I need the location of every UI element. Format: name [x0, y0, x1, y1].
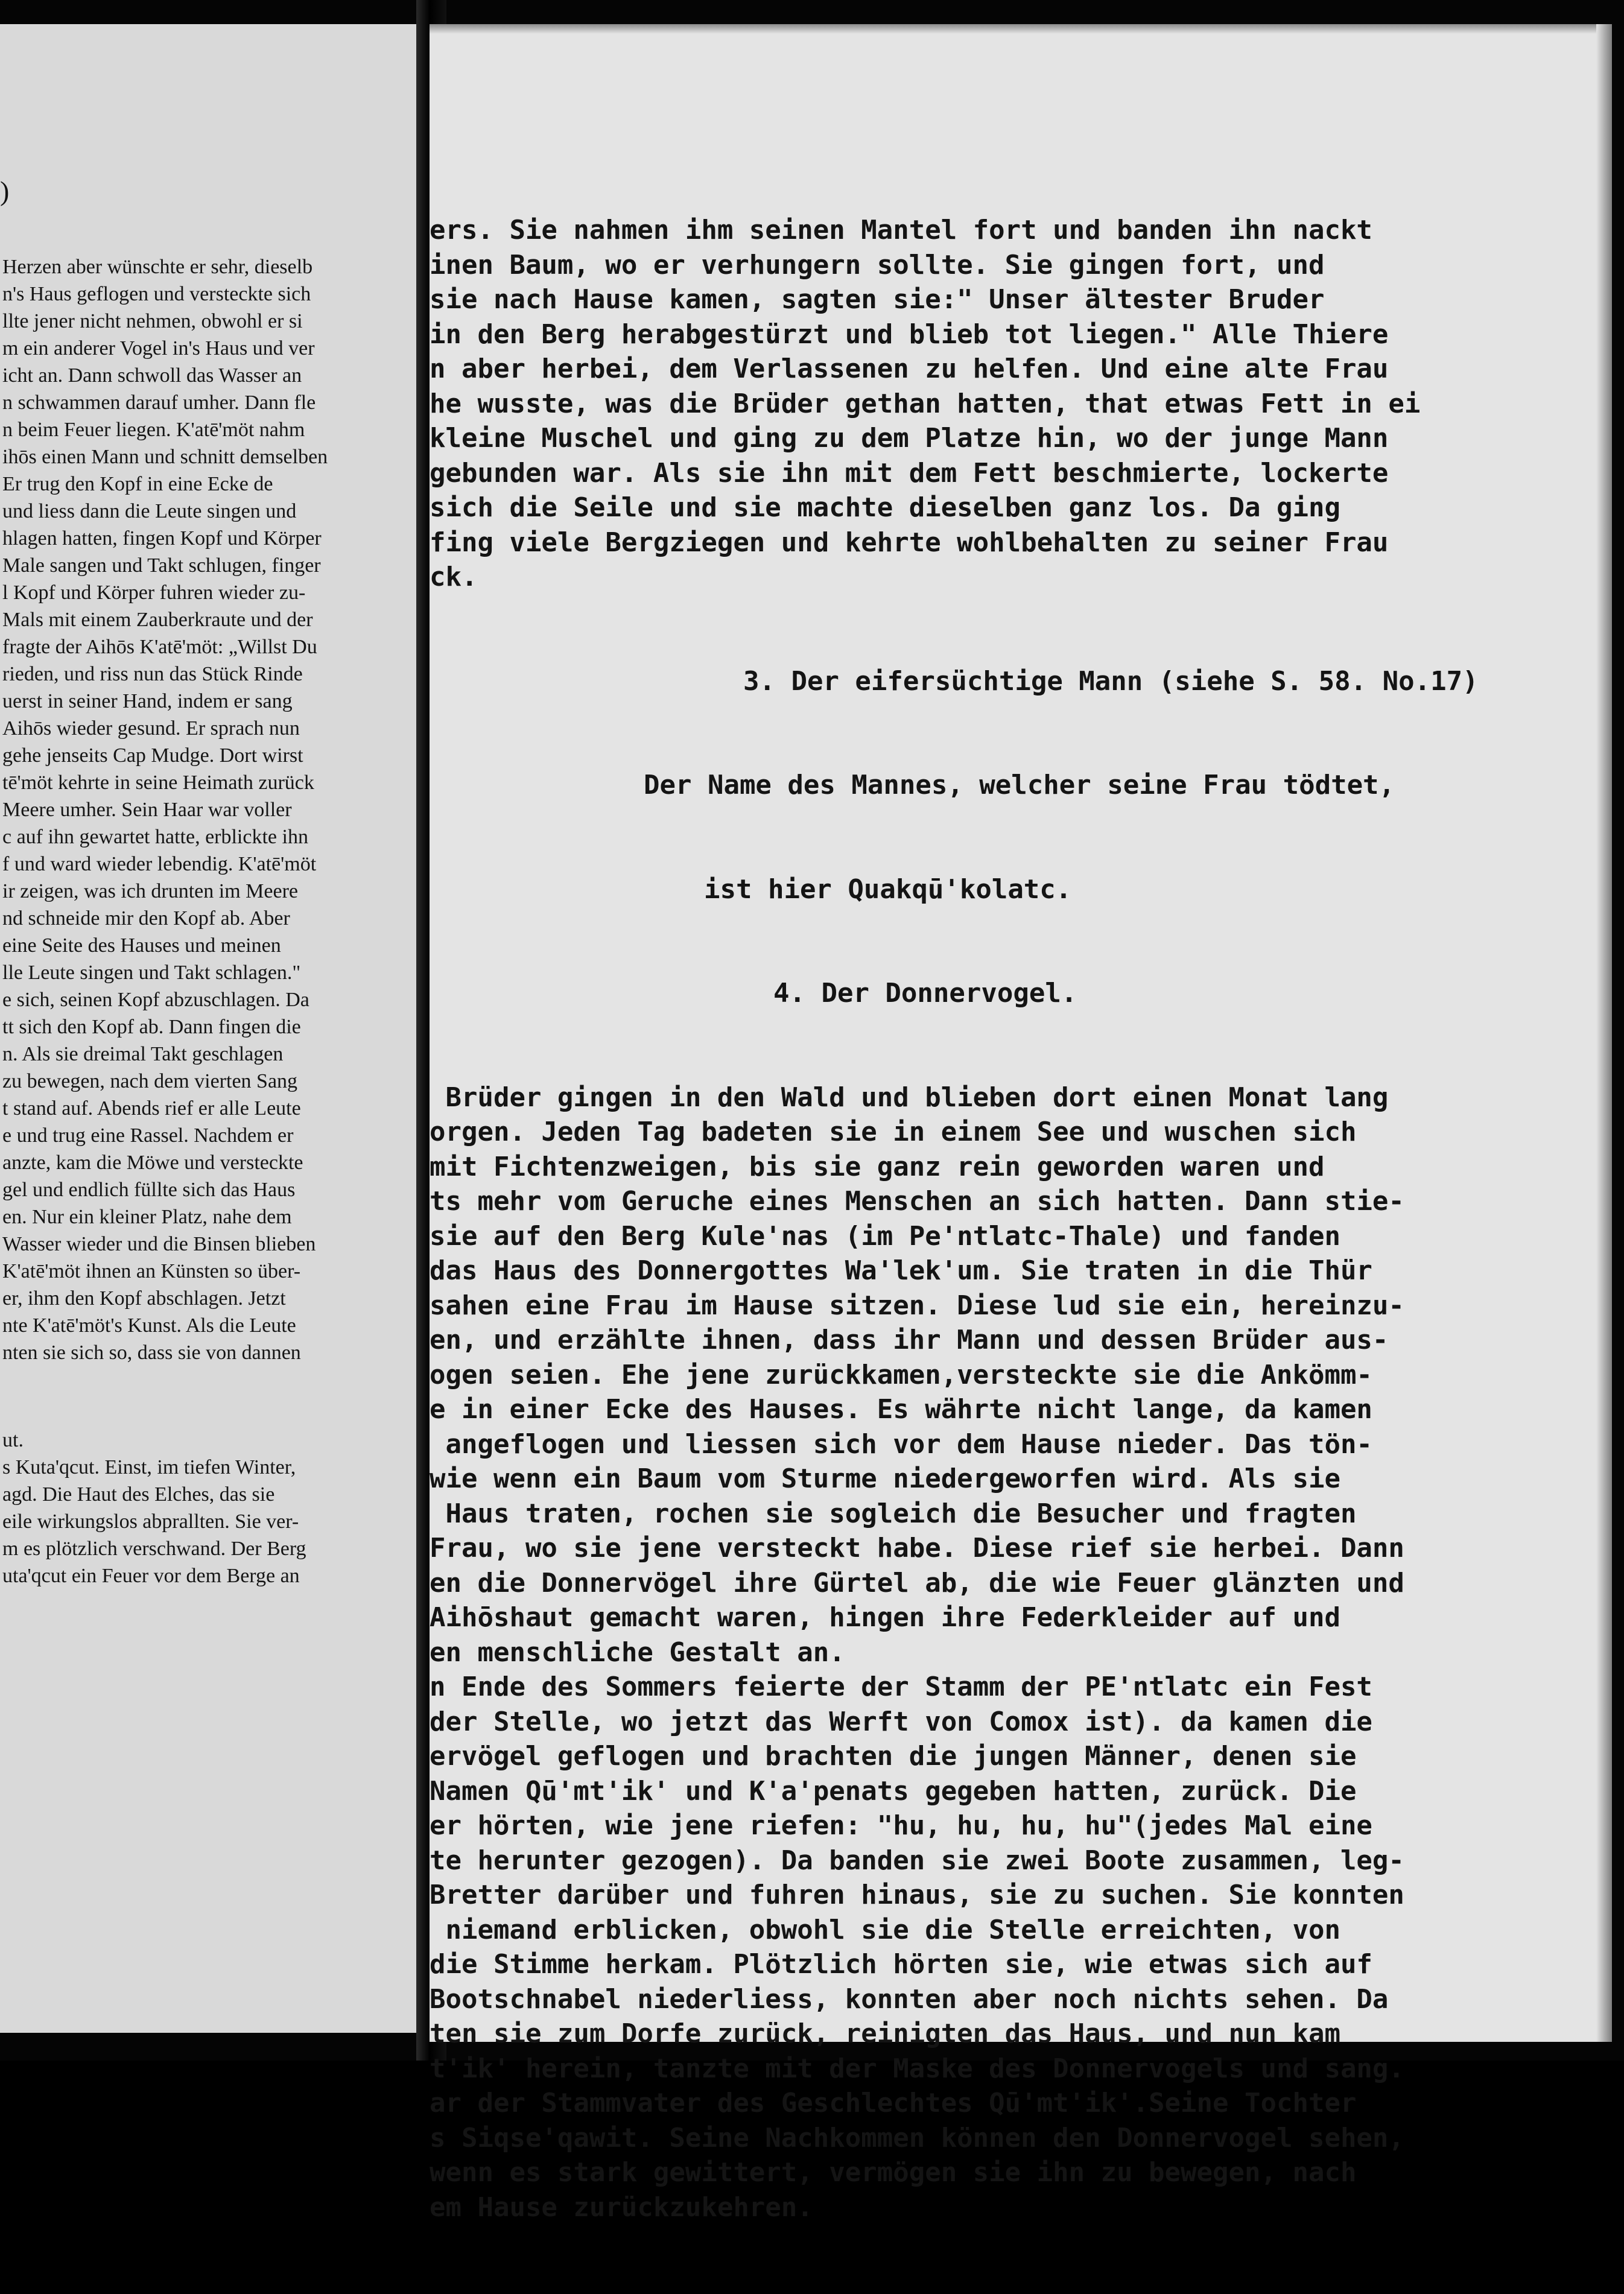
typed-text-line: der Stelle, wo jetzt das Werft von Comox ist). da kamen die	[430, 1706, 1372, 1737]
book-text-line: und liess dann die Leute singen und	[2, 500, 297, 522]
book-text-line: anzte, kam die Möwe und versteckte	[2, 1152, 303, 1174]
section-heading-3-line2: Der Name des Mannes, welcher seine Frau tödtet,	[644, 770, 1395, 800]
book-text-line: Herzen aber wünschte er sehr, dieselb	[2, 256, 313, 278]
book-text-line: uerst in seiner Hand, indem er sang	[2, 690, 293, 712]
typed-text-line: Bretter darüber und fuhren hinaus, sie zu suchen. Sie konnten	[430, 1880, 1404, 1910]
typed-text-line: Brüder gingen in den Wald und blieben dort einen Monat lang	[430, 1082, 1389, 1113]
book-text-line: ut.	[2, 1429, 24, 1451]
typed-text-line: ers. Sie nahmen ihm seinen Mantel fort und banden ihn nackt	[430, 215, 1372, 246]
typed-text-line: das Haus des Donnergottes Wa'lek'um. Sie traten in die Thür	[430, 1255, 1372, 1286]
typed-text-line: n Ende des Sommers feierte der Stamm der PE'ntlatc ein Fest	[430, 1671, 1372, 1702]
typed-text-line: en die Donnervögel ihre Gürtel ab, die wie Feuer glänzten und	[430, 1567, 1404, 1599]
book-text-line: nd schneide mir den Kopf ab. Aber	[2, 907, 290, 930]
book-text-line: ihōs einen Mann und schnitt demselben	[2, 446, 328, 468]
typed-text-line: niemand erblicken, obwohl sie die Stelle erreichten, von	[430, 1914, 1340, 1945]
book-text-line: n beim Feuer liegen. K'atē'möt nahm	[2, 419, 305, 441]
typed-text-line: Namen Qū'mt'ik' und K'a'penats gegeben hatten, zurück. Die	[430, 1775, 1357, 1807]
typed-text-line: inen Baum, wo er verhungern sollte. Sie gingen fort, und	[430, 249, 1325, 280]
typed-text-line: fing viele Bergziegen und kehrte wohlbehalten zu seiner Frau	[430, 527, 1389, 558]
typed-text-line: s Siqse'qawit. Seine Nachkommen können den Donnervogel sehen,	[430, 2122, 1404, 2153]
book-text-line: rieden, und riss nun das Stück Rinde	[2, 663, 303, 685]
typed-text-line: ten sie zum Dorfe zurück, reinigten das Haus, und nun kam	[430, 2018, 1340, 2049]
typed-text-line: mit Fichtenzweigen, bis sie ganz rein geworden waren und	[430, 1151, 1325, 1182]
typed-text-line: t'ik' herein, tanzte mit der Maske des Donnervogels und sang.	[430, 2053, 1404, 2084]
book-text-line: Er trug den Kopf in eine Ecke de	[2, 473, 273, 495]
book-text-line: nten sie sich so, dass sie von dannen	[2, 1342, 301, 1364]
typed-text-line: te herunter gezogen). Da banden sie zwei Boote zusammen, leg-	[430, 1845, 1404, 1876]
typed-text-line: ck.	[430, 562, 478, 592]
book-text-line: f und ward wieder lebendig. K'atē'möt	[2, 853, 317, 875]
book-text-line: Wasser wieder und die Binsen blieben	[2, 1233, 316, 1255]
book-text-line: Meere umher. Sein Haar war voller	[2, 799, 292, 821]
typed-text-line: gebunden war. Als sie ihn mit dem Fett beschmierte, lockerte	[430, 457, 1389, 489]
book-text-gap	[2, 1366, 419, 1427]
book-text-line: m ein anderer Vogel in's Haus und ver	[2, 337, 315, 360]
typed-text-line: angeflogen und liessen sich vor dem Hause nieder. Das tön-	[430, 1428, 1372, 1460]
book-text-line: er, ihm den Kopf abschlagen. Jetzt	[2, 1287, 286, 1310]
book-text-line: zu bewegen, nach dem vierten Sang	[2, 1070, 298, 1092]
book-text-line: icht an. Dann schwoll das Wasser an	[2, 364, 302, 387]
book-text-line: m es plötzlich verschwand. Der Berg	[2, 1538, 306, 1560]
book-text-line: l Kopf und Körper fuhren wieder zu-	[2, 581, 306, 604]
typed-text-line: he wusste, was die Brüder gethan hatten, that etwas Fett in ei	[430, 388, 1421, 419]
typed-text-line: orgen. Jeden Tag badeten sie in einem See und wuschen sich	[430, 1117, 1357, 1147]
typed-text-line: ar der Stammvater des Geschlechtes Qū'mt'ik'.Seine Tochter	[430, 2088, 1357, 2118]
typed-page-right	[430, 24, 1612, 2223]
book-text-line: Mals mit einem Zauberkraute und der	[2, 609, 313, 631]
book-text-line: n. Als sie dreimal Takt geschlagen	[2, 1043, 284, 1065]
typed-text-line: sie auf den Berg Kule'nas (im Pe'ntlatc-Thale) und fanden	[430, 1220, 1340, 1252]
book-text-line: lle Leute singen und Takt schlagen."	[2, 962, 301, 984]
typed-text-line: ervögel geflogen und brachten die jungen Männer, denen sie	[430, 1741, 1357, 1772]
book-text-line: Male sangen und Takt schlugen, finger	[2, 554, 321, 577]
typed-text-line: en menschliche Gestalt an.	[430, 1637, 845, 1668]
book-text-line: c auf ihn gewartet hatte, erblickte ihn	[2, 826, 308, 848]
typed-text-line: ts mehr vom Geruche eines Menschen an sich hatten. Dann stie-	[430, 1186, 1404, 1217]
book-text-line: e und trug eine Rassel. Nachdem er	[2, 1124, 294, 1147]
book-page-left	[0, 24, 416, 2033]
typed-text-line: die Stimme herkam. Plötzlich hörten sie, wie etwas sich auf	[430, 1949, 1372, 1980]
book-text-line: s Kuta'qcut. Einst, im tiefen Winter,	[2, 1456, 296, 1478]
book-text-line: fragte der Aihōs K'atē'möt: „Willst Du	[2, 636, 317, 658]
page-top-mark: )	[0, 176, 10, 206]
book-text-line: n's Haus geflogen und versteckte sich	[2, 283, 311, 305]
typed-text-line: kleine Muschel und ging zu dem Platze hin, wo der junge Mann	[430, 423, 1389, 454]
section-heading-3: 3. Der eifersüchtige Mann (siehe S. 58. No.17)	[743, 665, 1479, 697]
book-text-line: K'atē'möt ihnen an Künsten so über-	[2, 1260, 301, 1282]
book-text-line: eile wirkungslos abprallten. Sie ver-	[2, 1510, 299, 1533]
typed-text-line: e in einer Ecke des Hauses. Es währte nicht lange, da kamen	[430, 1394, 1372, 1425]
book-text-line: n schwammen darauf umher. Dann fle	[2, 391, 316, 414]
typed-text-column	[430, 144, 1612, 2294]
typed-text-line: Haus traten, rochen sie sogleich die Besucher und fragten	[430, 1498, 1357, 1529]
section-heading-3-line3: ist hier Quakqū'kolatc.	[704, 873, 1072, 905]
book-text-line: tt sich den Kopf ab. Dann fingen die	[2, 1016, 301, 1038]
book-text-line: tē'möt kehrte in seine Heimath zurück	[2, 772, 314, 794]
book-text-line: gehe jenseits Cap Mudge. Dort wirst	[2, 744, 303, 767]
book-text-line: agd. Die Haut des Elches, das sie	[2, 1483, 275, 1506]
book-text-line: Aihōs wieder gesund. Er sprach nun	[2, 717, 300, 740]
book-text-line: t stand auf. Abends rief er alle Leute	[2, 1097, 301, 1120]
book-text-line: gel und endlich füllte sich das Haus	[2, 1179, 296, 1201]
book-text-line: e sich, seinen Kopf abzuschlagen. Da	[2, 989, 309, 1011]
typed-text-line: wie wenn ein Baum vom Sturme niedergeworfen wird. Als sie	[430, 1463, 1340, 1494]
typed-text-line: n aber herbei, dem Verlassenen zu helfen. Und eine alte Frau	[430, 353, 1389, 384]
book-text-line: eine Seite des Hauses und meinen	[2, 934, 281, 957]
page-top-edge	[430, 24, 1612, 34]
typed-text-line: sie nach Hause kamen, sagten sie:" Unser ältester Bruder	[430, 284, 1325, 315]
typed-text-line: ogen seien. Ehe jene zurückkamen,versteckte sie die Ankömm-	[430, 1359, 1372, 1390]
book-text-line: hlagen hatten, fingen Kopf und Körper	[2, 527, 322, 550]
book-text-line: uta'qcut ein Feuer vor dem Berge an	[2, 1565, 300, 1587]
book-text-column	[2, 253, 419, 1589]
typed-text-line: er hörten, wie jene riefen: "hu, hu, hu, hu"(jedes Mal eine	[430, 1810, 1372, 1841]
typed-text-line: Frau, wo sie jene versteckt habe. Diese rief sie herbei. Dann	[430, 1533, 1404, 1564]
typed-text-line: in den Berg herabgestürzt und blieb tot liegen." Alle Thiere	[430, 318, 1389, 350]
book-text-line: ir zeigen, was ich drunten im Meere	[2, 880, 298, 902]
typed-text-line: Aihōshaut gemacht waren, hingen ihre Federkleider auf und	[430, 1602, 1340, 1633]
typed-text-line: en, und erzählte ihnen, dass ihr Mann und dessen Brüder aus-	[430, 1325, 1389, 1355]
typed-text-line: sahen eine Frau im Hause sitzen. Diese lud sie ein, hereinzu-	[430, 1290, 1404, 1321]
book-text-line: en. Nur ein kleiner Platz, nahe dem	[2, 1206, 292, 1228]
typed-text-line: wenn es stark gewittert, vermögen sie ihn zu bewegen, nach	[430, 2157, 1357, 2188]
typed-text-line: sich die Seile und sie machte dieselben ganz los. Da ging	[430, 492, 1340, 523]
typed-text-line: Bootschnabel niederliess, konnten aber noch nichts sehen. Da	[430, 1983, 1389, 2015]
section-heading-4: 4. Der Donnervogel.	[773, 978, 1077, 1009]
typed-text-line: em Hause zurückzukehren.	[430, 2191, 813, 2223]
book-text-line: llte jener nicht nehmen, obwohl er si	[2, 310, 303, 332]
book-text-line: nte K'atē'möt's Kunst. Als die Leute	[2, 1314, 296, 1337]
